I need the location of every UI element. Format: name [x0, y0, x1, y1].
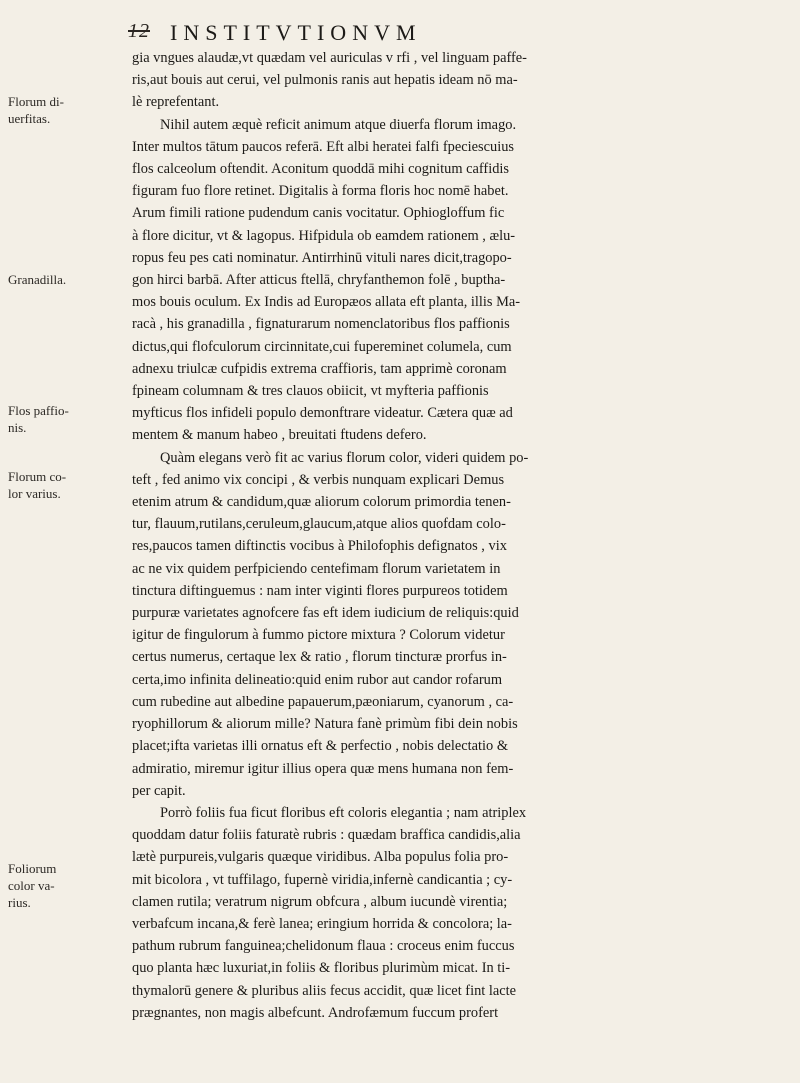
text-line: figuram fuo flore retinet. Digitalis à forma floris hoc nomē habet. — [132, 183, 509, 200]
text-line: verbafcum incana,& ferè lanea; eringium horrida & concolora; la- — [132, 915, 512, 932]
margin-note-line: Florum co- — [8, 469, 67, 484]
text-line: racà , his granadilla , fignaturarum nomenclatoribus flos paffionis — [132, 316, 510, 333]
text-line: mit bicolora , vt tuffilago, fupernè viridia,infernè candicantia ; cy- — [132, 871, 513, 888]
text-line: placet;ifta varietas illi ornatus eft & perfectio , nobis delectatio & — [132, 738, 509, 755]
text-line: clamen rutila; veratrum nigrum obfcura , album iucundè virentia; — [132, 893, 508, 910]
body-text — [132, 47, 680, 1024]
text-line: myfticus flos infideli populo demonftrare videatur. Cætera quæ ad — [132, 405, 513, 422]
page-header — [128, 20, 688, 50]
text-line: etenim atrum & candidum,quæ aliorum colorum primordia tenen- — [132, 494, 511, 511]
text-line: certus numerus, certaque lex & ratio , florum tincturæ prorfus in- — [132, 649, 507, 666]
text-line: ac ne vix quidem perfpiciendo centefimam florum varietatem in — [132, 560, 501, 577]
text-line: Arum fimili ratione pudendum canis vocitatur. Ophiogloffum fic — [132, 205, 505, 222]
text-line: à flore dicitur, vt & lagopus. Hifpidula ob eamdem rationem , ælu- — [132, 227, 516, 244]
text-line: igitur de fingulorum à fummo pictore mixtura ? Colorum videtur — [132, 627, 505, 644]
text-line: gia vngues alaudæ,vt quædam vel auriculas v rfi , vel linguam paffe- — [132, 50, 527, 66]
margin-note — [8, 271, 72, 288]
margin-note — [8, 93, 72, 127]
text-line: quoddam datur foliis faturatè rubris : quædam braffica candidis,alia — [132, 827, 521, 844]
text-line: purpuræ varietates agnofcere fas eft idem iudicium de reliquis:quid — [132, 605, 519, 622]
page-number: 12 — [128, 20, 150, 42]
text-line: lætè purpureis,vulgaris quæque viridibus. Alba populus folia pro- — [132, 849, 509, 866]
text-line: thymalorū genere & pluribus aliis fecus accidit, quæ licet fint lacte — [132, 982, 517, 999]
text-line: admiratio, miremur igitur illius opera quæ mens humana non fem- — [132, 760, 514, 777]
text-line: Inter multos tātum paucos referā. Eft albi heratei falfi fpeciescuius — [132, 138, 514, 155]
text-line: ris,aut bouis aut cerui, vel pulmonis ranis aut hepatis ideam nō ma- — [132, 72, 518, 89]
text-line: flos calceolum oftendit. Aconitum quoddā mihi cognitum caffidis — [132, 161, 510, 178]
text-line: ryophillorum & aliorum mille? Natura fanè primùm fibi dein nobis — [132, 716, 518, 733]
text-line: gon hirci barbā. After atticus ftellā, chryfanthemon folē , buptha- — [132, 272, 506, 289]
text-line: ropus feu pes cati nominatur. Antirrhinū vituli nares dicit,tragopo- — [132, 249, 512, 266]
margin-note-line: uerfitas. — [8, 111, 51, 126]
text-line: fpineam columnam & tres clauos obiicit, vt myfteria paffionis — [132, 383, 489, 400]
text-line: Nihil autem æquè reficit animum atque diuerfa florum imago. — [160, 116, 517, 133]
margin-note-line: Flos paffio- — [8, 403, 69, 418]
margin-note-line: lor varius. — [8, 486, 61, 501]
text-line: tinctura diftinguemus : nam inter viginti flores purpureos totidem — [132, 582, 508, 599]
margin-note-line: Florum di- — [8, 94, 64, 109]
text-line: cum rubedine aut albedine papauerum,pæoniarum, cyanorum , ca- — [132, 693, 514, 710]
text-line: Porrò foliis fua ficut floribus eft coloris elegantia ; nam atriplex — [160, 804, 527, 821]
text-line: certa,imo infinita delineatio:quid enim rubor aut candor rofarum — [132, 671, 503, 688]
margin-note-line: color va- — [8, 878, 55, 893]
text-line: per capit. — [132, 782, 186, 799]
running-head: INSTITVTIONVM — [170, 20, 422, 45]
text-line: pathum rubrum fanguinea;chelidonum flaua : croceus enim fuccus — [132, 938, 515, 955]
margin-note-line: Foliorum — [8, 861, 57, 876]
margin-note — [8, 860, 72, 911]
text-line: mos bouis oculum. Ex Indis ad Europæos allata eft planta, illis Ma- — [132, 294, 521, 311]
text-line: prægnantes, non magis albefcunt. Androfæmum fuccum profert — [132, 1004, 499, 1021]
margin-note-line: rius. — [8, 895, 31, 910]
margin-note — [8, 468, 72, 502]
text-line: dictus,qui flofculorum circinnitate,cui fupereminet columela, cum — [132, 338, 512, 355]
margin-note — [8, 402, 72, 436]
text-line: quo planta hæc luxuriat,in foliis & floribus plurimùm micat. In ti- — [132, 960, 511, 977]
text-line: lè reprefentant. — [132, 94, 220, 111]
text-line: teft , fed animo vix concipi , & verbis nunquam explicari Demus — [132, 471, 505, 488]
margin-note-line: nis. — [8, 420, 27, 435]
text-line: adnexu triulcæ cufpidis extrema craffioris, tam apprimè coronam — [132, 360, 507, 377]
margin-note-line: Granadilla. — [8, 272, 67, 287]
text-line: mentem & manum habeo , breuitati ftudens defero. — [132, 427, 427, 444]
text-line: Quàm elegans verò fit ac varius florum color, videri quidem po- — [160, 449, 529, 466]
text-line: res,paucos tamen diftinctis vocibus à Philofophis defignatos , vix — [132, 538, 507, 555]
text-line: tur, flauum,rutilans,ceruleum,glaucum,atque alios quofdam colo- — [132, 516, 506, 533]
